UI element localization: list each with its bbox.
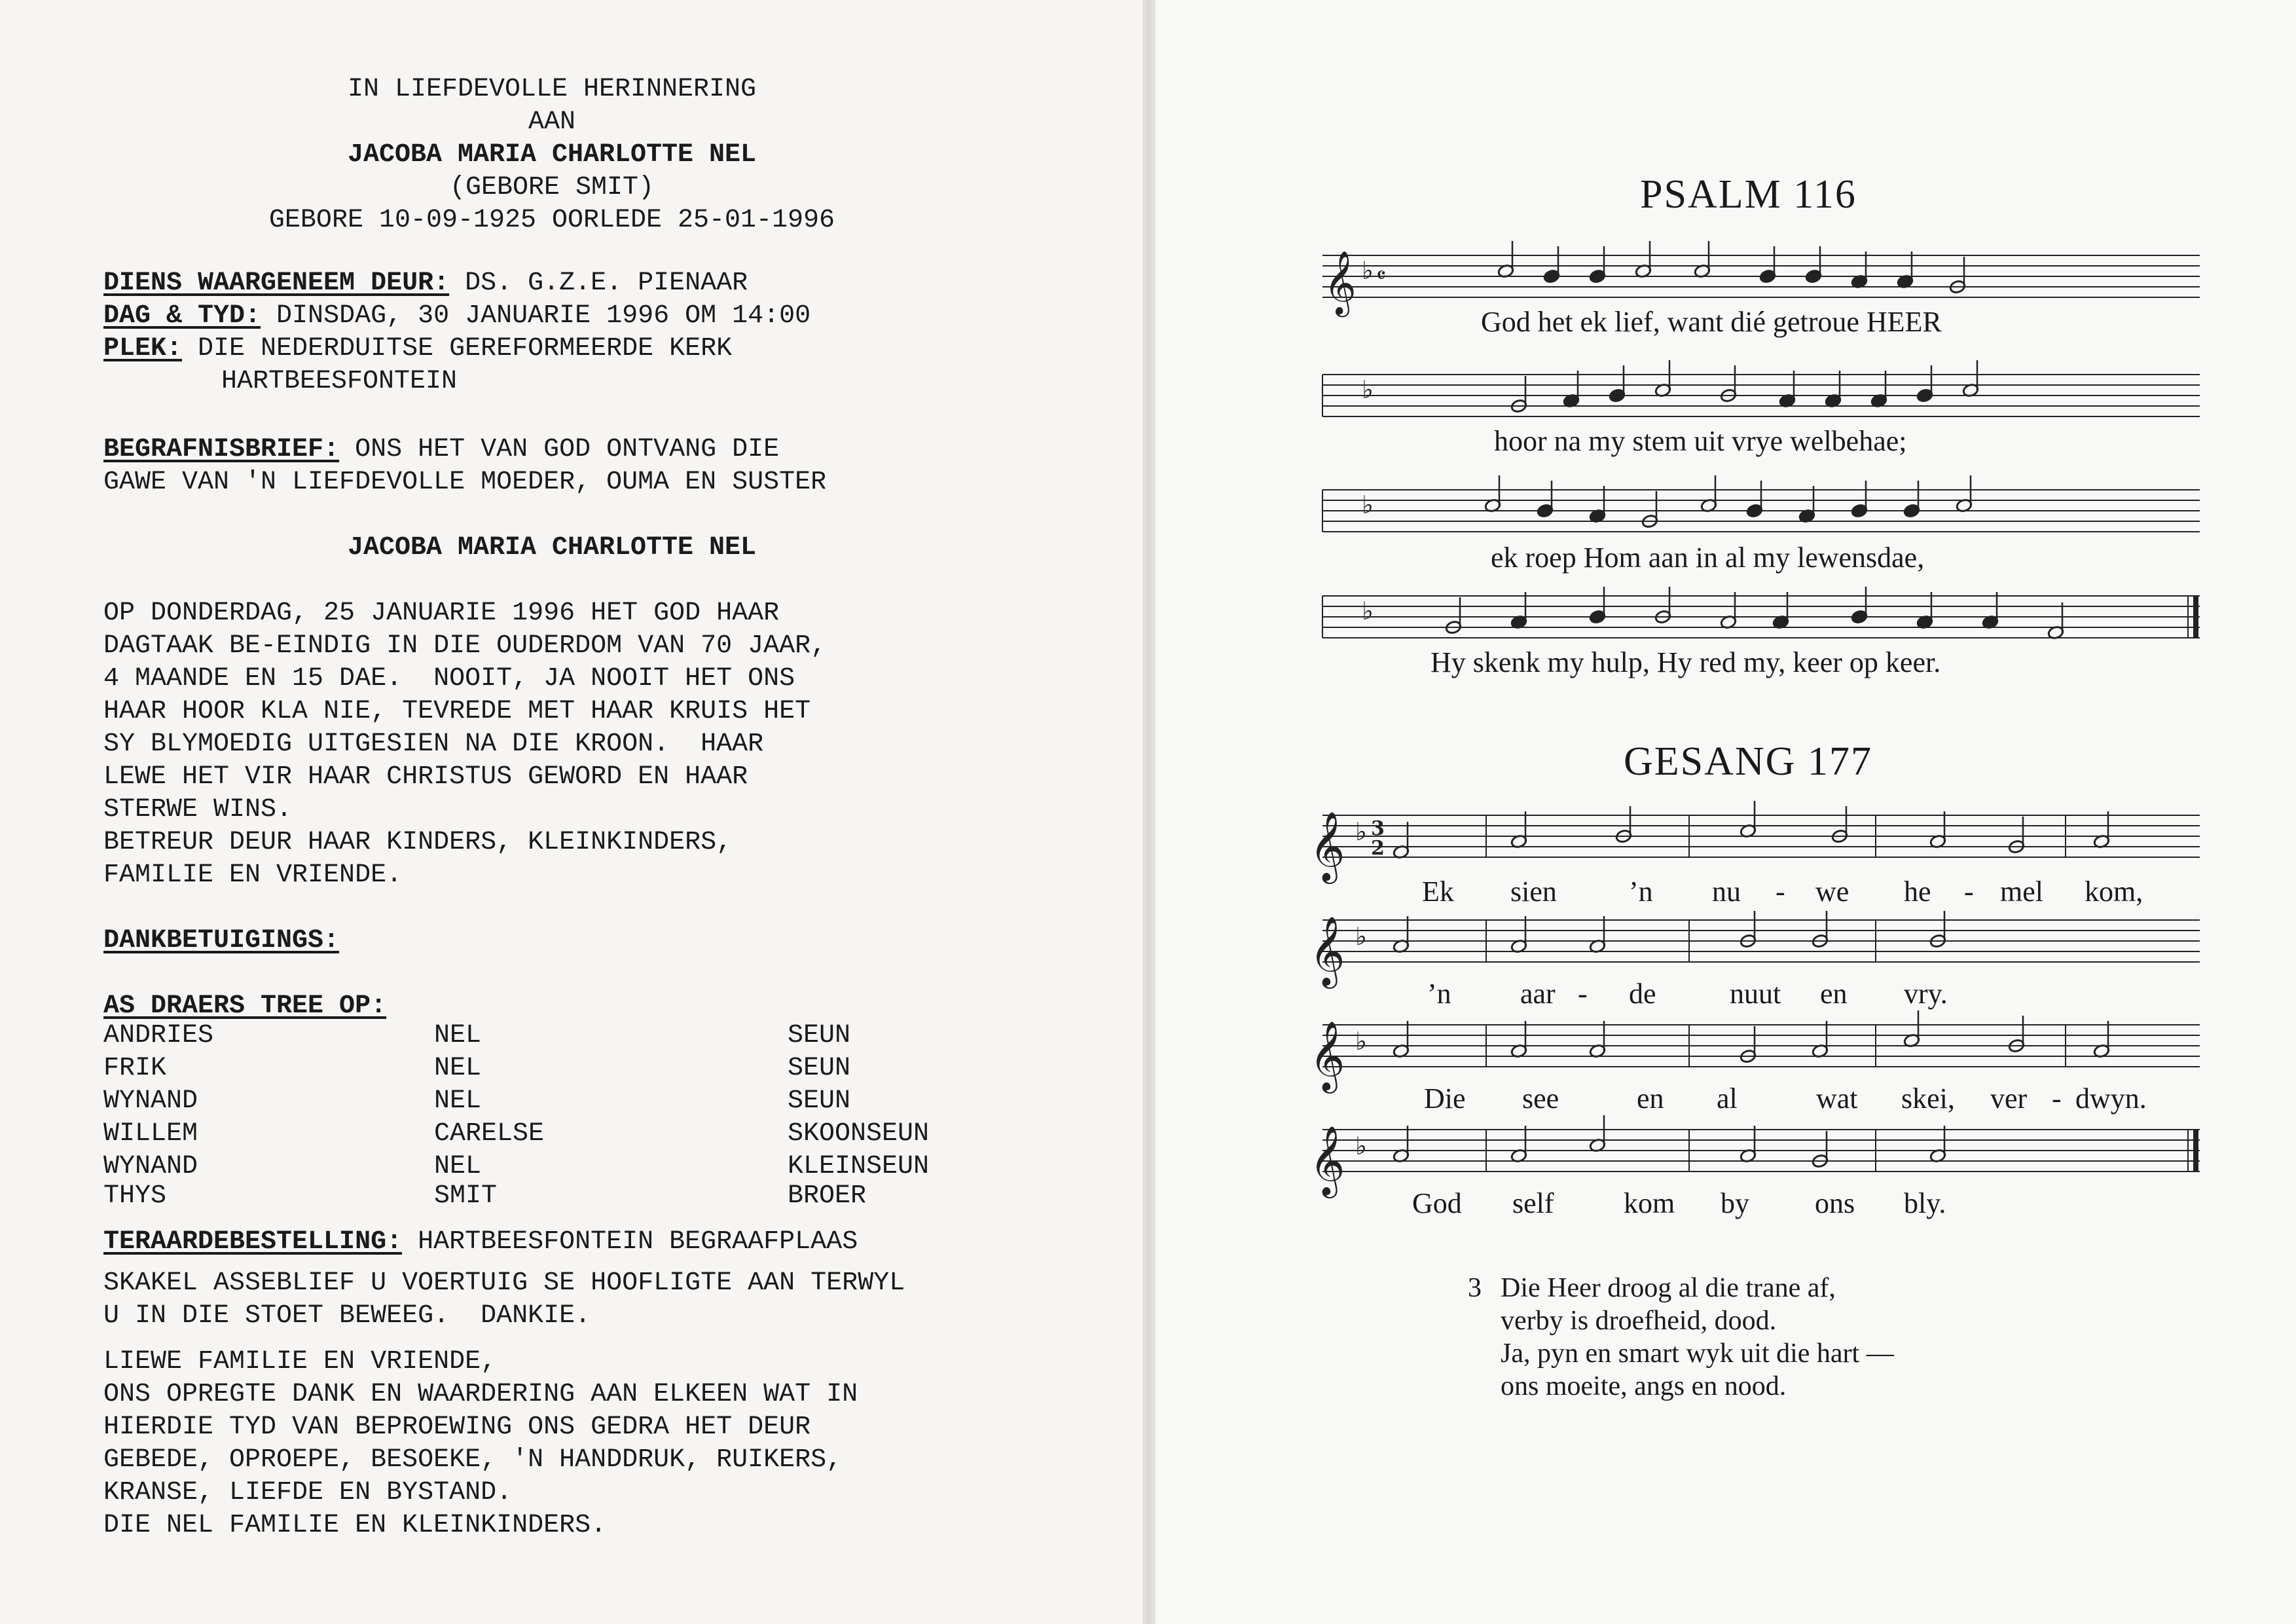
closing-2: ONS OPREGTE DANK EN WAARDERING AAN ELKEEN WAT IN: [103, 1380, 858, 1409]
syllable: ver: [1990, 1082, 2028, 1115]
letter-body-4: HAAR HOOR KLA NIE, TEVREDE MET HAAR KRUIS HET: [103, 697, 811, 726]
bearer-relation: BROER: [788, 1181, 867, 1211]
place-value: DIE NEDERDUITSE GEREFORMEERDE KERK: [182, 334, 733, 363]
psalm-lyric-3: ek roep Hom aan in al my lewensdae,: [1491, 542, 1925, 574]
svg-text:♭: ♭: [1362, 490, 1374, 519]
syllable: Ek: [1422, 876, 1454, 908]
bearers-heading: AS DRAERS TREE OP:: [103, 991, 387, 1021]
svg-text:𝄴: 𝄴: [1376, 263, 1387, 289]
bearer-surname: NEL: [434, 1086, 482, 1116]
bearer-surname: NEL: [434, 1054, 482, 1083]
memorial-heading-aan: AAN: [528, 107, 575, 137]
svg-text:𝄞: 𝄞: [1309, 1125, 1345, 1195]
psalm-lyric-4: Hy skenk my hulp, Hy red my, keer op keer.: [1430, 646, 1941, 678]
syllable: -: [1964, 876, 1974, 908]
headlights-notice-1: SKAKEL ASSEBLIEF U VOERTUIG SE HOOFLIGTE AAN TERWYL: [103, 1268, 905, 1298]
burial-label: TERAARDEBESTELLING:: [103, 1227, 403, 1257]
bearer-first: THYS: [103, 1181, 167, 1211]
syllable: wat: [1816, 1082, 1858, 1115]
syllable: bly.: [1904, 1187, 1946, 1219]
syllable: -: [1578, 978, 1588, 1010]
syllable: kom: [1624, 1187, 1675, 1219]
syllable: kom,: [2085, 876, 2143, 908]
thanks-heading: DANKBETUIGINGS:: [103, 926, 340, 955]
svg-text:♭: ♭: [1362, 256, 1374, 285]
syllable: Die: [1424, 1082, 1466, 1115]
bearer-relation: KLEINSEUN: [788, 1152, 930, 1181]
verse-line-3: Ja, pyn en smart wyk uit die hart —: [1501, 1338, 1894, 1369]
psalm-lyric-2: hoor na my stem uit vrye welbehae;: [1494, 425, 1907, 457]
funeral-letter-line: [103, 434, 779, 466]
letter-body-1: OP DONDERDAG, 25 JANUARIE 1996 HET GOD HAAR: [103, 599, 780, 628]
left-page: [0, 0, 1142, 1624]
bearer-surname: NEL: [434, 1152, 482, 1181]
deceased-name: JACOBA MARIA CHARLOTTE NEL: [347, 140, 757, 170]
bearer-relation: SEUN: [788, 1054, 851, 1083]
syllable: dwyn.: [2075, 1082, 2147, 1115]
svg-text:𝄞: 𝄞: [1309, 915, 1345, 986]
verse-number: 3: [1468, 1273, 1482, 1303]
syllable: skei,: [1901, 1082, 1955, 1115]
syllable: mel: [2000, 876, 2043, 908]
gesang-staff-1: [1309, 802, 2200, 881]
verse-line-2: verby is droefheid, dood.: [1501, 1306, 1777, 1336]
svg-text:2: 2: [1371, 837, 1385, 860]
closing-3: HIERDIE TYD VAN BEPROEWING ONS GEDRA HET DEUR: [103, 1412, 811, 1442]
headlights-notice-2: U IN DIE STOET BEWEEG. DANKIE.: [103, 1301, 591, 1331]
officiant-value: DS. G.Z.E. PIENAAR: [449, 268, 748, 298]
svg-text:♭: ♭: [1362, 375, 1374, 404]
bearer-relation: SKOONSEUN: [788, 1119, 930, 1149]
bearer-first: ANDRIES: [103, 1021, 214, 1050]
closing-signature: DIE NEL FAMILIE EN KLEINKINDERS.: [103, 1511, 607, 1540]
letter-body-7: STERWE WINS.: [103, 795, 293, 824]
closing-1: LIEWE FAMILIE EN VRIENDE,: [103, 1347, 497, 1376]
svg-text:3: 3: [1371, 817, 1385, 840]
syllable: aar: [1520, 978, 1556, 1010]
place-line: [103, 333, 732, 365]
place-label: PLEK:: [103, 334, 183, 363]
officiant-line: [103, 267, 748, 300]
syllable: en: [1820, 978, 1848, 1010]
svg-text:𝄞: 𝄞: [1309, 811, 1345, 881]
maiden-name: (GEBORE SMIT): [449, 173, 655, 202]
syllable: we: [1815, 876, 1850, 908]
burial-value: HARTBEESFONTEIN BEGRAAFPLAAS: [402, 1227, 858, 1257]
syllable: al: [1717, 1082, 1738, 1115]
bearer-first: WYNAND: [103, 1086, 198, 1116]
letter-body-8: BETREUR DEUR HAAR KINDERS, KLEINKINDERS,: [103, 828, 733, 857]
svg-text:𝄞: 𝄞: [1309, 1020, 1345, 1090]
psalm-lyric-1: God het ek lief, want dié getroue HEER: [1481, 306, 1942, 338]
funeral-letter-label: BEGRAFNISBRIEF:: [103, 435, 340, 464]
gesang-staff-3: [1309, 1012, 2200, 1090]
datetime-value: DINSDAG, 30 JANUARIE 1996 OM 14:00: [261, 301, 811, 331]
bearer-first: WYNAND: [103, 1152, 198, 1181]
datetime-label: DAG & TYD:: [103, 301, 261, 331]
bearer-relation: SEUN: [788, 1086, 851, 1116]
verse-line-1: Die Heer droog al die trane af,: [1501, 1273, 1836, 1303]
page-fold: [1142, 0, 1156, 1624]
svg-text:♭: ♭: [1355, 817, 1367, 846]
syllable: -: [1776, 876, 1785, 908]
gesang-staff-4: [1309, 1116, 2200, 1195]
letter-body-3: 4 MAANDE EN 15 DAE. NOOIT, JA NOOIT HET ONS: [103, 664, 795, 693]
bearer-first: FRIK: [103, 1054, 167, 1083]
gesang-staff-2: [1309, 907, 2200, 986]
closing-4: GEBEDE, OPROEPE, BESOEKE, 'N HANDDRUK, RUIKERS,: [103, 1445, 843, 1475]
closing-5: KRANSE, LIEFDE EN BYSTAND.: [103, 1478, 513, 1507]
syllable: self: [1512, 1187, 1554, 1219]
syllable: ons: [1815, 1187, 1855, 1219]
letter-body-2: DAGTAAK BE-EINDIG IN DIE OUDERDOM VAN 70 JAAR,: [103, 631, 827, 661]
syllable: vry.: [1904, 978, 1948, 1010]
life-dates: GEBORE 10-09-1925 OORLEDE 25-01-1996: [268, 206, 835, 235]
syllable: ’n: [1427, 978, 1451, 1010]
letter-body-6: LEWE HET VIR HAAR CHRISTUS GEWORD EN HAAR: [103, 762, 748, 792]
syllable: ’n: [1629, 876, 1653, 908]
bearer-relation: SEUN: [788, 1021, 851, 1050]
syllable: en: [1637, 1082, 1664, 1115]
officiant-label: DIENS WAARGENEEM DEUR:: [103, 268, 450, 298]
psalm-title: PSALM 116: [1640, 172, 1857, 217]
syllable: nuut: [1730, 978, 1781, 1010]
funeral-letter-line2: GAWE VAN 'N LIEFDEVOLLE MOEDER, OUMA EN SUSTER: [103, 468, 827, 497]
letter-body-5: SY BLYMOEDIG UITGESIEN NA DIE KROON. HAAR: [103, 729, 764, 759]
funeral-letter-line1: ONS HET VAN GOD ONTVANG DIE: [339, 435, 780, 464]
bearer-surname: SMIT: [434, 1181, 498, 1211]
svg-text:♭: ♭: [1362, 597, 1374, 625]
bearer-surname: NEL: [434, 1021, 482, 1050]
svg-text:♭: ♭: [1355, 1027, 1367, 1056]
syllable: sien: [1510, 876, 1557, 908]
svg-text:♭: ♭: [1355, 1132, 1367, 1160]
memorial-heading: IN LIEFDEVOLLE HERINNERING: [347, 75, 757, 104]
syllable: see: [1522, 1082, 1559, 1115]
syllable: he: [1904, 876, 1931, 908]
funeral-letter-name: JACOBA MARIA CHARLOTTE NEL: [347, 533, 757, 563]
syllable: God: [1412, 1187, 1462, 1219]
gesang-title: GESANG 177: [1624, 739, 1872, 784]
datetime-line: [103, 300, 811, 333]
verse-line-4: ons moeite, angs en nood.: [1501, 1371, 1787, 1401]
svg-text:𝄞: 𝄞: [1324, 250, 1357, 314]
svg-text:♭: ♭: [1355, 922, 1367, 951]
bearer-first: WILLEM: [103, 1119, 198, 1149]
place-value-2: HARTBEESFONTEIN: [221, 367, 458, 396]
letter-body-9: FAMILIE EN VRIENDE.: [103, 860, 403, 890]
syllable: by: [1721, 1187, 1749, 1219]
syllable: nu: [1712, 876, 1741, 908]
syllable: de: [1629, 978, 1656, 1010]
burial-line: [103, 1226, 858, 1259]
bearer-surname: CARELSE: [434, 1119, 545, 1149]
syllable: -: [2052, 1082, 2062, 1115]
